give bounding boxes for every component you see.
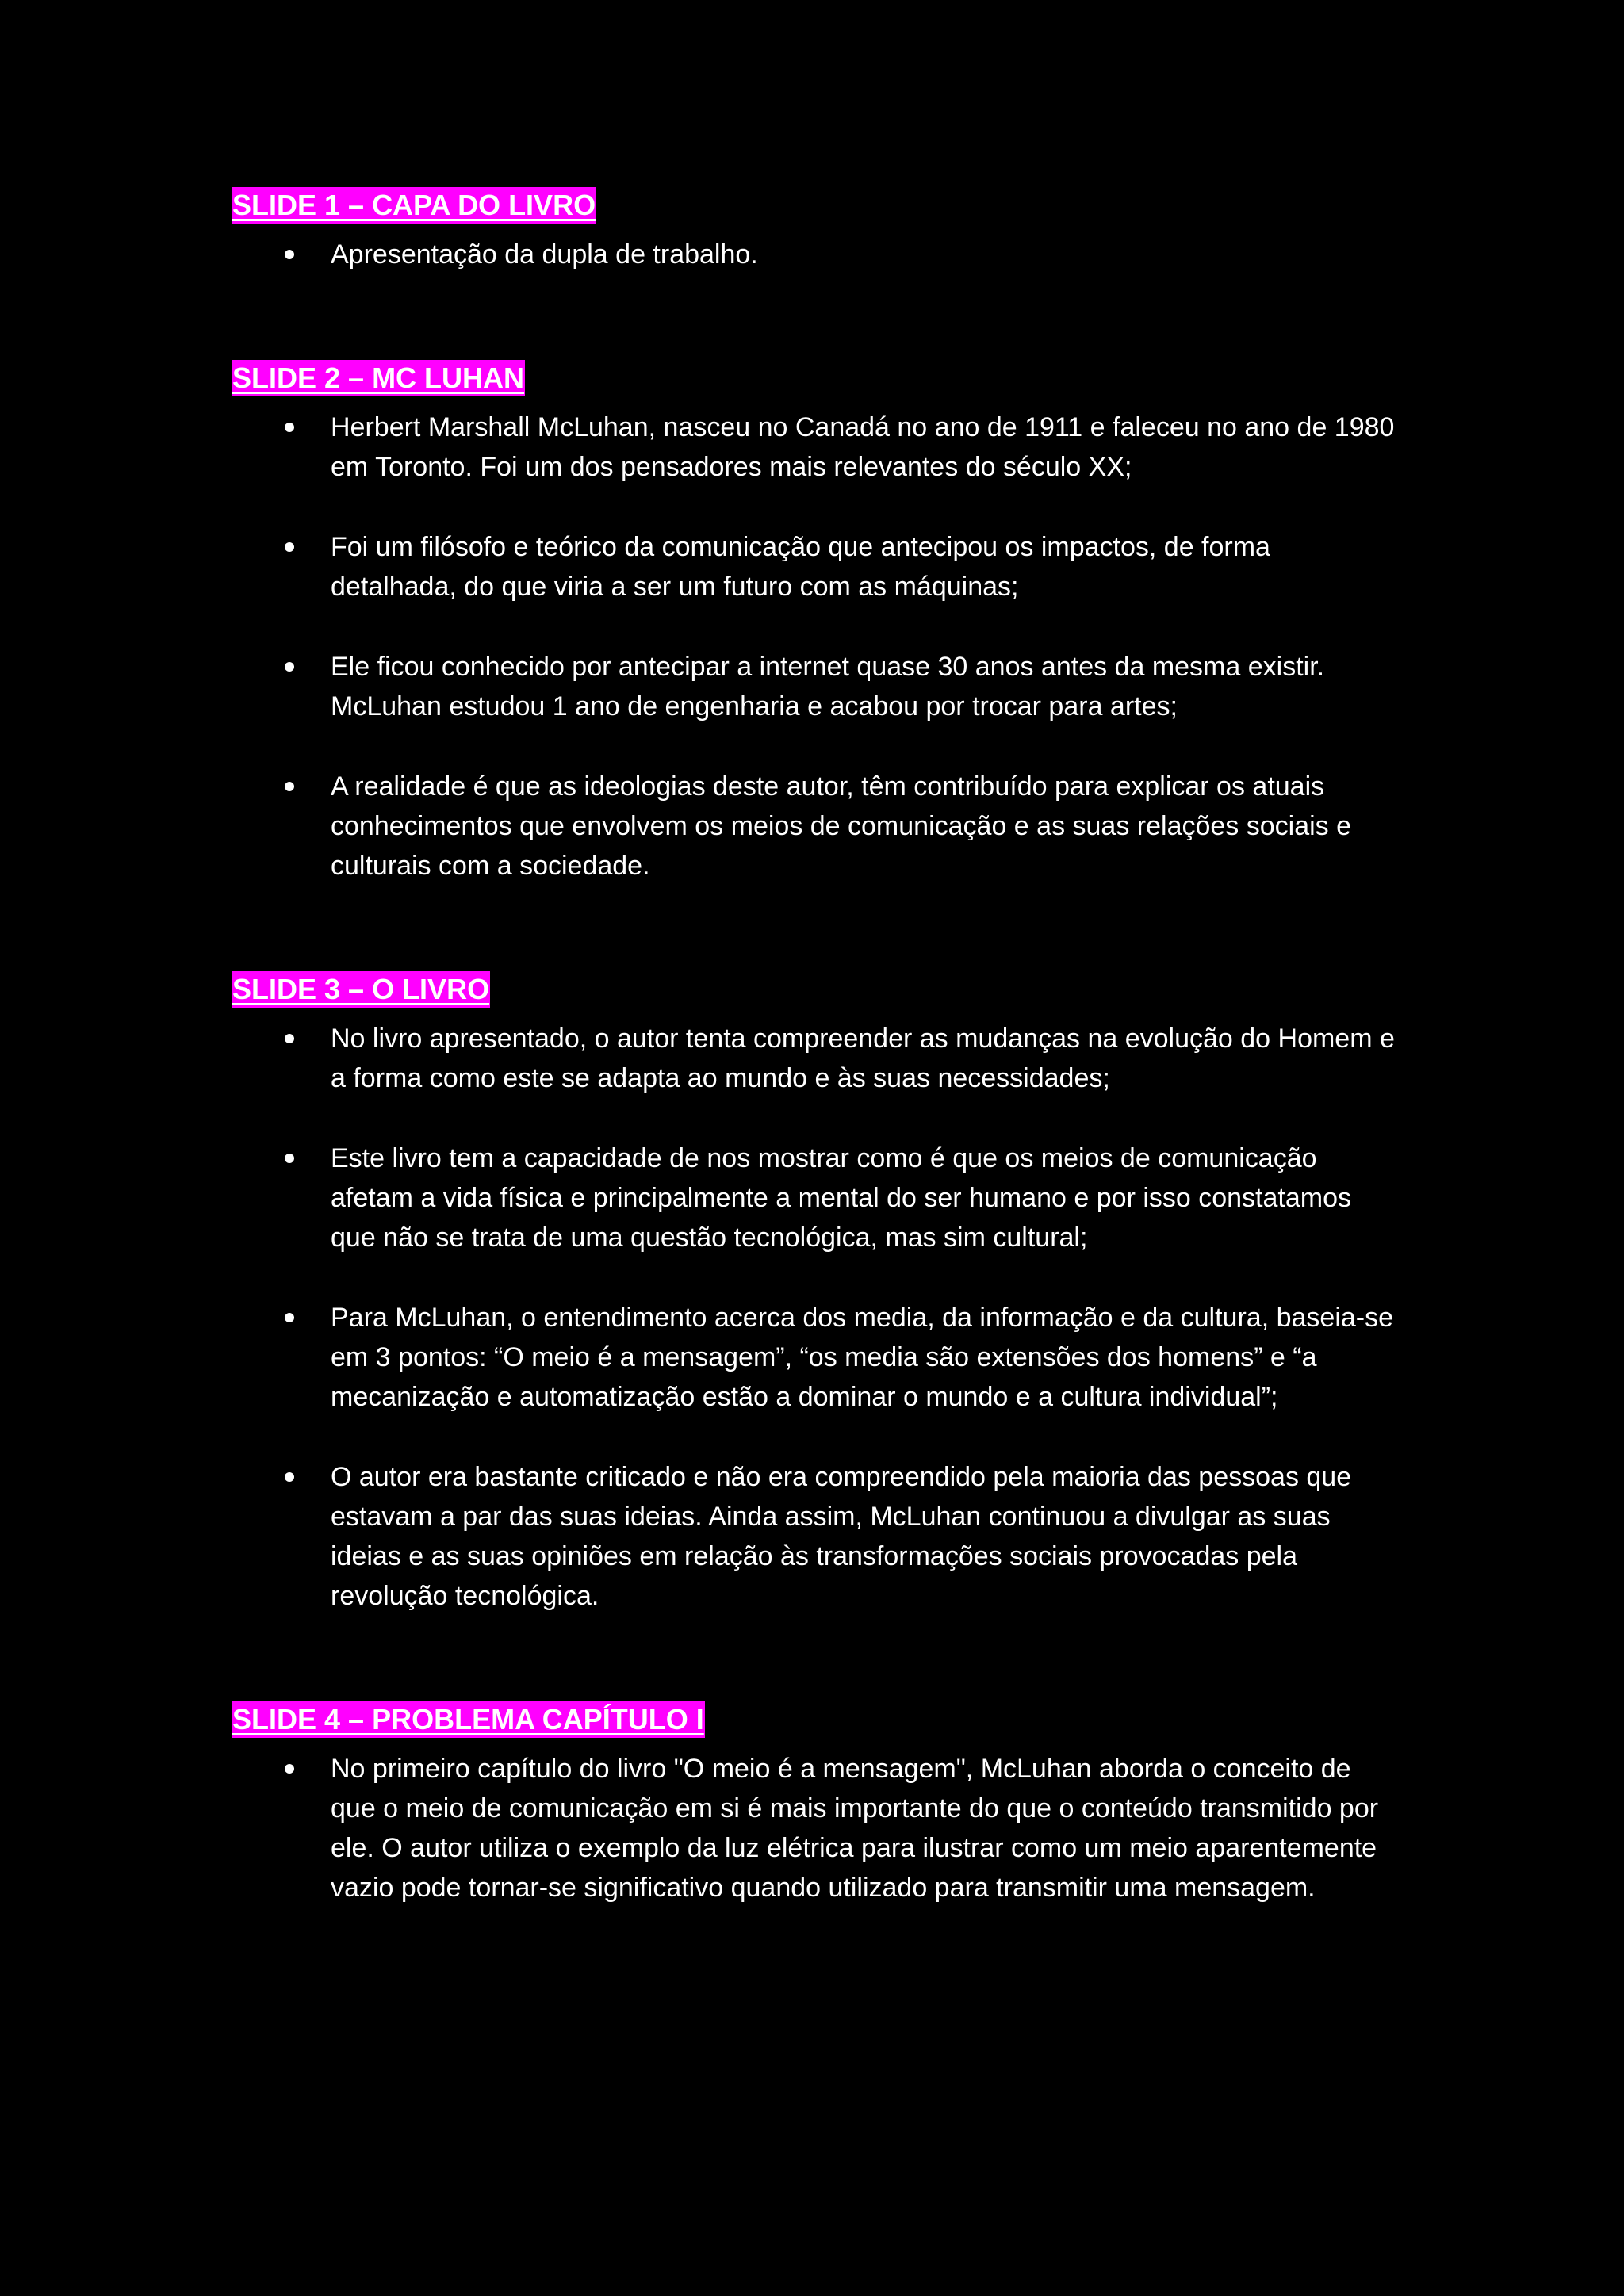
list-item-text: Para McLuhan, o entendimento acerca dos media, da informação e da cultura, baseia-se em 3 pontos: “O meio é a mensagem”, “os media são extensões dos homens” e “a mecanização e automatização estão a dominar o mundo e a cultura individual”; — [331, 1303, 1394, 1412]
list-item — [232, 1138, 1397, 1257]
bullet-icon — [285, 1313, 294, 1322]
bullet-icon — [285, 1764, 294, 1774]
list-item — [232, 1019, 1397, 1098]
list-item-text: No livro apresentado, o autor tenta compreender as mudanças na evolução do Homem e a forma como este se adapta ao mundo e às suas necessidades; — [331, 1024, 1395, 1093]
bullet-icon — [285, 1472, 294, 1482]
list-item — [232, 235, 1397, 274]
list-item — [232, 408, 1397, 487]
bullet-list — [232, 408, 1397, 886]
bullet-list — [232, 235, 1397, 274]
bullet-icon — [285, 1154, 294, 1163]
list-item-text: Herbert Marshall McLuhan, nasceu no Canadá no ano de 1911 e faleceu no ano de 1980 em Toronto. Foi um dos pensadores mais relevantes do século XX; — [331, 412, 1395, 482]
bullet-icon — [285, 662, 294, 672]
list-item-text: O autor era bastante criticado e não era compreendido pela maioria das pessoas que estavam a par das suas ideias. Ainda assim, McLuhan continuou a divulgar as suas ideias e as suas opiniões em relação às transformações sociais provocadas pela revolução tecnológica. — [331, 1462, 1352, 1611]
list-item-text: Ele ficou conhecido por antecipar a internet quase 30 anos antes da mesma existir. McLuhan estudou 1 ano de engenharia e acabou por trocar para artes; — [331, 652, 1325, 721]
list-item — [232, 1457, 1397, 1616]
list-item — [232, 1298, 1397, 1417]
bullet-list — [232, 1019, 1397, 1616]
bullet-icon — [285, 423, 294, 432]
bullet-list — [232, 1749, 1397, 1908]
section-heading: SLIDE 1 – CAPA DO LIVRO — [232, 187, 596, 224]
section-slide-3 — [232, 971, 1397, 1616]
section-slide-4 — [232, 1701, 1397, 1908]
section-heading: SLIDE 3 – O LIVRO — [232, 971, 490, 1008]
list-item — [232, 1749, 1397, 1908]
list-item — [232, 767, 1397, 886]
bullet-icon — [285, 1034, 294, 1043]
list-item-text: No primeiro capítulo do livro "O meio é a mensagem", McLuhan aborda o conceito de que o meio de comunicação em si é mais importante do que o conteúdo transmitido por ele. O autor utiliza o exemplo da luz elétrica para ilustrar como um meio aparentemente vazio pode tornar-se significativo quando utilizado para transmitir uma mensagem. — [331, 1754, 1379, 1903]
list-item — [232, 527, 1397, 607]
document-page — [232, 187, 1397, 1908]
bullet-icon — [285, 782, 294, 791]
list-item-text: Foi um filósofo e teórico da comunicação que antecipou os impactos, de forma detalhada, do que viria a ser um futuro com as máquinas; — [331, 532, 1270, 602]
section-heading: SLIDE 4 – PROBLEMA CAPÍTULO I — [232, 1701, 705, 1738]
list-item-text: Apresentação da dupla de trabalho. — [331, 239, 758, 270]
section-slide-1 — [232, 187, 1397, 274]
bullet-icon — [285, 250, 294, 259]
section-heading: SLIDE 2 – MC LUHAN — [232, 360, 525, 396]
list-item — [232, 647, 1397, 726]
list-item-text: Este livro tem a capacidade de nos mostrar como é que os meios de comunicação afetam a vida física e principalmente a mental do ser humano e por isso constatamos que não se trata de uma questão tecnológica, mas sim cultural; — [331, 1143, 1352, 1253]
bullet-icon — [285, 542, 294, 552]
section-slide-2 — [232, 360, 1397, 886]
list-item-text: A realidade é que as ideologias deste autor, têm contribuído para explicar os atuais conhecimentos que envolvem os meios de comunicação e as suas relações sociais e culturais com a sociedade. — [331, 771, 1352, 881]
